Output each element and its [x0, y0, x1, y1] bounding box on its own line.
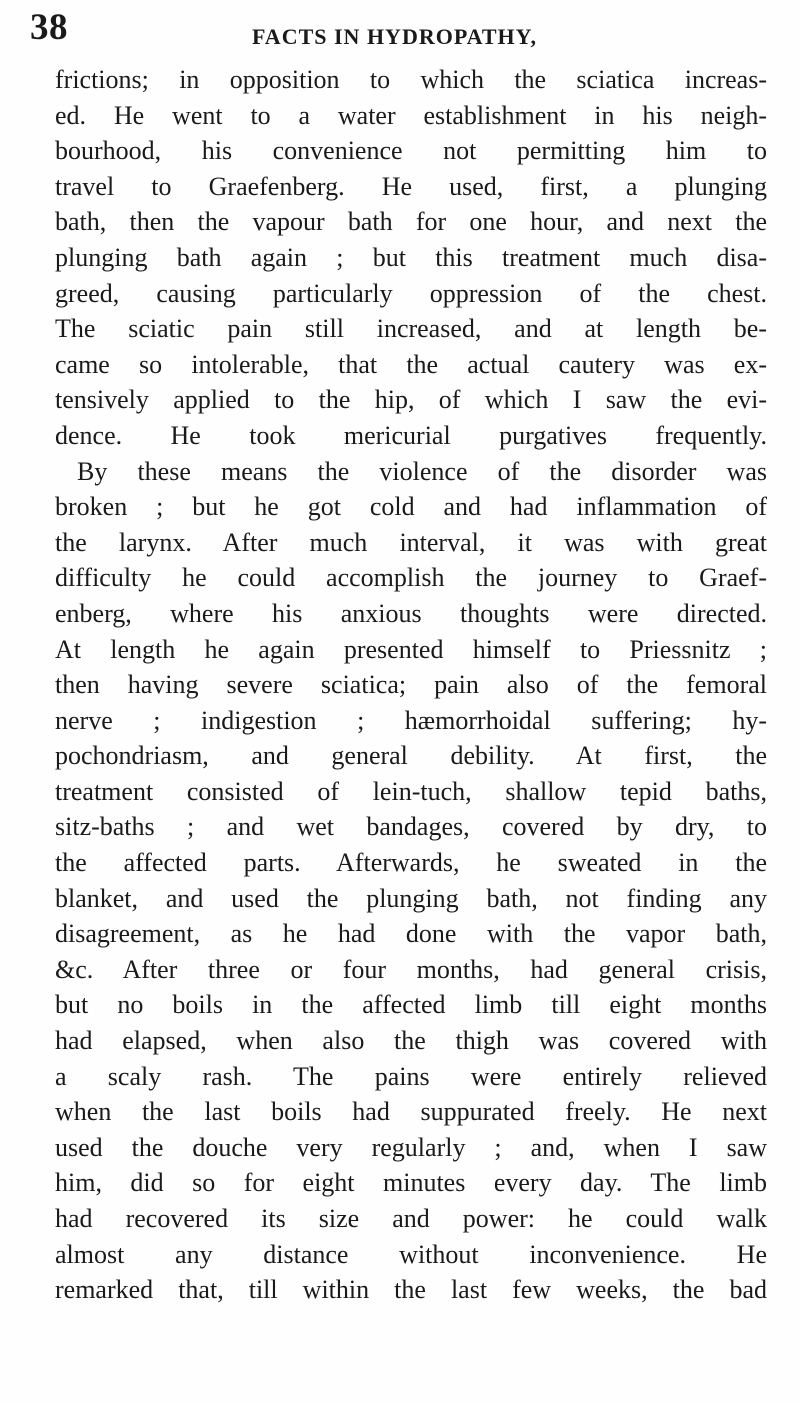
text-line: plunging bath again ; but this treatment much disa-: [55, 242, 767, 272]
text-line: greed, causing particularly oppression of the chest.: [55, 278, 767, 308]
text-line: nerve ; indigestion ; hæmorrhoidal suffering; hy-: [55, 705, 767, 735]
text-line: broken ; but he got cold and had inflammation of: [55, 492, 767, 522]
text-line: when the last boils had suppurated freely. He next: [55, 1097, 767, 1127]
text-line: used the douche very regularly ; and, when I saw: [55, 1132, 767, 1162]
text-line: By these means the violence of the disorder was: [77, 456, 767, 486]
text-line: had recovered its size and power: he could walk: [55, 1204, 767, 1233]
text-line: had elapsed, when also the thigh was covered with: [55, 1026, 767, 1056]
text-line: dence. He took mericurial purgatives frequently.: [55, 420, 767, 450]
text-line: sitz-baths ; and wet bandages, covered by dry, to: [55, 812, 767, 842]
text-line: bourhood, his convenience not permitting him to: [55, 136, 767, 166]
text-line: &c. After three or four months, had general crisis,: [55, 954, 767, 984]
text-line: travel to Graefenberg. He used, first, a plunging: [55, 171, 767, 201]
text-line: the larynx. After much interval, it was with great: [55, 527, 767, 557]
text-line: At length he again presented himself to Priessnitz ;: [55, 634, 767, 664]
running-title: FACTS IN HYDROPATHY,: [252, 24, 538, 49]
text-line: the affected parts. Afterwards, he sweated in the: [55, 848, 767, 878]
text-line: frictions; in opposition to which the sciatica increas-: [55, 65, 767, 94]
text-line: blanket, and used the plunging bath, not finding any: [55, 883, 767, 913]
body-text: [55, 62, 767, 1308]
text-line: almost any distance without inconvenience. He: [55, 1239, 767, 1269]
text-line: him, did so for eight minutes every day. The limb: [55, 1168, 767, 1198]
text-line: difficulty he could accomplish the journey to Graef-: [55, 563, 767, 593]
text-line: The sciatic pain still increased, and at length be-: [55, 314, 767, 344]
text-line: treatment consisted of lein-tuch, shallow tepid baths,: [55, 776, 767, 806]
page-number: 38: [30, 7, 68, 48]
text-line: bath, then the vapour bath for one hour, and next the: [55, 207, 767, 237]
text-line: but no boils in the affected limb till eight months: [55, 990, 767, 1020]
text-line: then having severe sciatica; pain also of the femoral: [55, 670, 767, 700]
text-line: remarked that, till within the last few weeks, the bad: [55, 1275, 767, 1305]
text-line: disagreement, as he had done with the vapor bath,: [55, 919, 767, 949]
text-line: tensively applied to the hip, of which I saw the evi-: [55, 385, 767, 415]
text-line: a scaly rash. The pains were entirely relieved: [55, 1061, 767, 1091]
text-line: enberg, where his anxious thoughts were directed.: [55, 598, 767, 628]
text-line: ed. He went to a water establishment in his neigh-: [55, 100, 767, 130]
text-line: came so intolerable, that the actual cautery was ex-: [55, 349, 767, 379]
page-header: [30, 6, 770, 49]
text-line: pochondriasm, and general debility. At first, the: [55, 741, 767, 771]
